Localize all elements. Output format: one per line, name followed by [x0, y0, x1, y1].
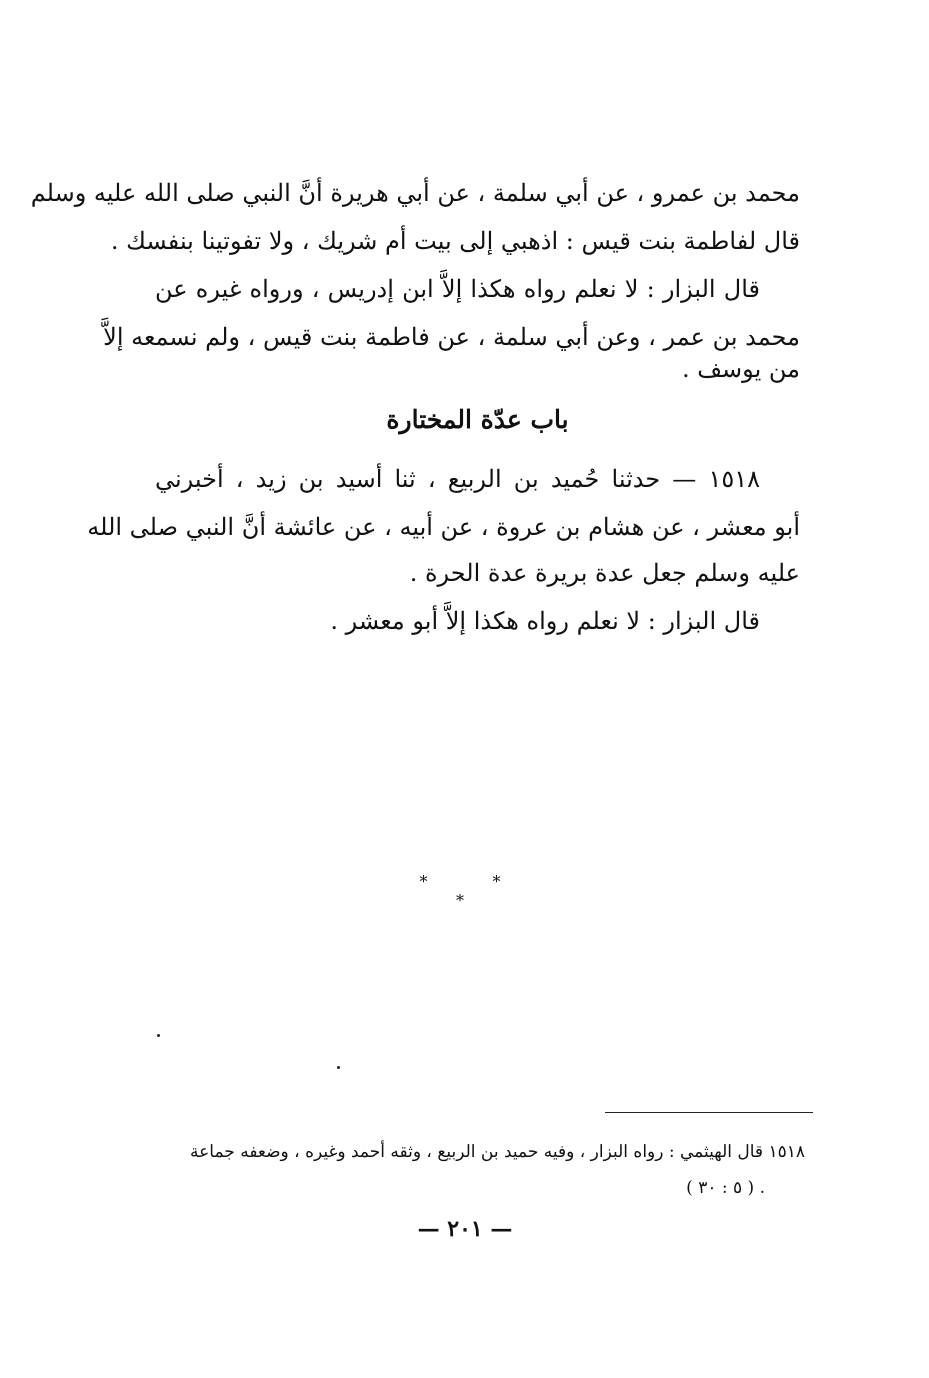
body-line-1: محمد بن عمرو ، عن أبي سلمة ، عن أبي هريرة أنَّ النبي صلى الله عليه وسلم [30, 179, 800, 207]
body-text [30, 170, 800, 390]
print-speck [337, 1066, 340, 1069]
hadith-line-1: ١٥١٨ — حدثنا حُميد بن الربيع ، ثنا أسيد بن زيد ، أخبرني [155, 465, 760, 493]
hadith-text [87, 456, 800, 656]
footnote-line-2: . ( ٥ : ٣٠ ) [686, 1178, 765, 1198]
footnote [160, 1134, 805, 1206]
hadith-line-2: أبو معشر ، عن هشام بن عروة ، عن أبيه ، عن عائشة أنَّ النبي صلى الله [87, 513, 800, 541]
section-separator: * * * [419, 872, 531, 910]
section-title: باب عدّة المختارة [386, 405, 569, 434]
body-line-3: قال البزار : لا نعلم رواه هكذا إلاَّ ابن إدريس ، ورواه غيره عن [155, 275, 760, 303]
page-number: — ٢٠١ — [417, 1216, 513, 1242]
hadith-line-4: قال البزار : لا نعلم رواه هكذا إلاَّ أبو معشر . [330, 607, 760, 635]
body-line-4: محمد بن عمر ، وعن أبي سلمة ، عن فاطمة بنت قيس ، ولم نسمعه إلاَّ [103, 323, 800, 351]
print-speck [157, 1034, 160, 1037]
footnote-line-1: ١٥١٨ قال الهيثمي : رواه البزار ، وفيه حميد بن الربيع ، وثقه أحمد وغيره ، وضعفه جماعة [190, 1142, 805, 1162]
footnote-divider [605, 1112, 813, 1113]
body-line-2: قال لفاطمة بنت قيس : اذهبي إلى بيت أم شريك ، ولا تفوتينا بنفسك . [110, 227, 800, 255]
hadith-line-3: عليه وسلم جعل عدة بريرة عدة الحرة . [409, 559, 800, 587]
body-line-5: من يوسف . [681, 355, 800, 383]
